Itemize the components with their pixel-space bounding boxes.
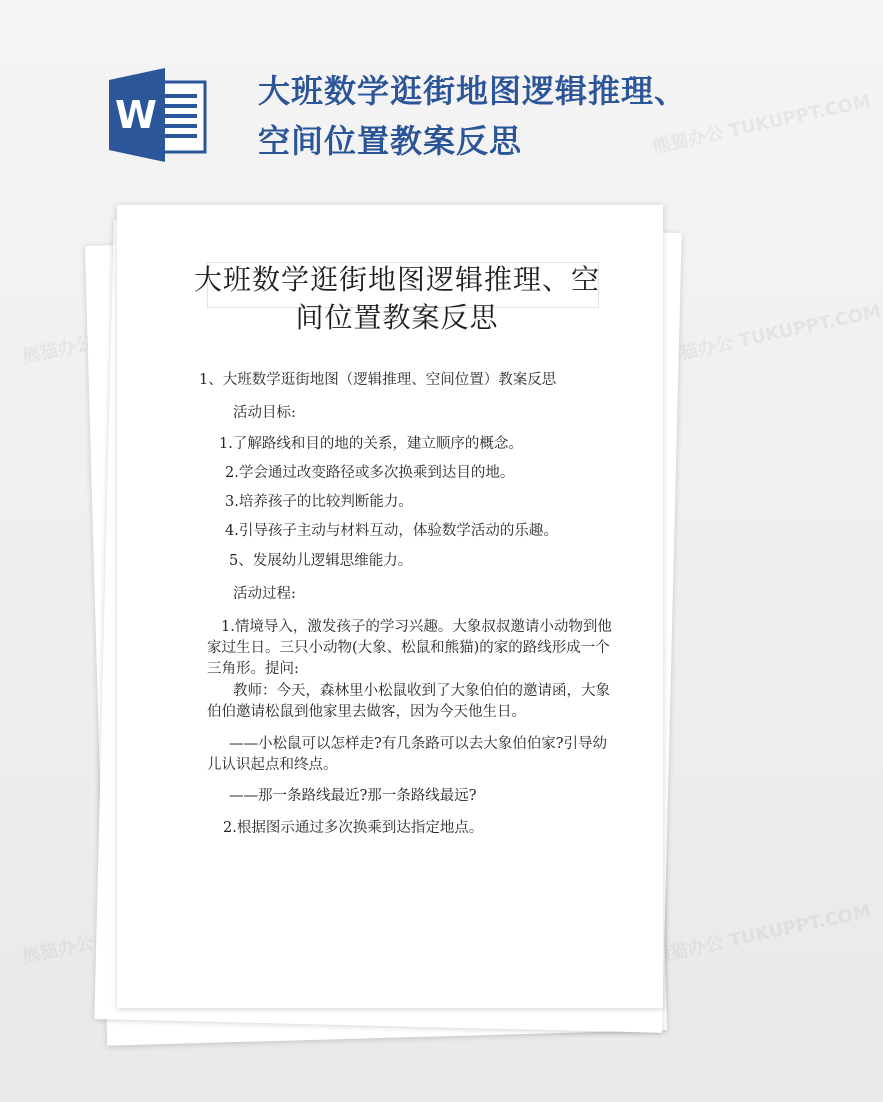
paragraph: 3.培养孩子的比较判断能力。: [225, 494, 413, 510]
paragraph: ——那一条路线最近?那一条路线最远?: [229, 788, 477, 804]
watermark: 熊猫办公 TUKUPPT.COM: [650, 901, 873, 968]
watermark: 熊猫办公 TUKUPPT.COM: [660, 301, 883, 368]
document-title-line-1: 大班数学逛街地图逻辑推理、空: [193, 263, 600, 296]
watermark: 熊猫办公: [20, 932, 96, 968]
paragraph: 2.根据图示通过多次换乘到达指定地点。: [223, 820, 484, 836]
paragraph: 活动目标:: [233, 405, 296, 421]
paragraph: 1、大班数学逛街地图（逻辑推理、空间位置）教案反思: [199, 372, 557, 388]
paragraph: ——小松鼠可以怎样走?有几条路可以去大象伯伯家?引导幼儿认识起点和终点。: [207, 736, 608, 773]
document-title: [177, 261, 617, 337]
paragraph: 2.学会通过改变路径或多次换乘到达目的地。: [225, 465, 515, 481]
document-page: [117, 205, 663, 1008]
page-title-line-1: 大班数学逛街地图逻辑推理、: [258, 72, 688, 110]
page-title: [258, 66, 758, 166]
paragraph: 4.引导孩子主动与材料互动，体验数学活动的乐趣。: [225, 523, 558, 539]
paragraph: 5、发展幼儿逻辑思维能力。: [229, 553, 413, 569]
watermark: 熊猫办公 TUKUPPT.COM: [650, 91, 873, 158]
watermark: 熊猫办公: [20, 332, 96, 368]
paragraph: 教师：今天，森林里小松鼠收到了大象伯伯的邀请函，大象伯伯邀请松鼠到他家里去做客，因为今天他生日。: [207, 683, 610, 720]
paragraph: 1.了解路线和目的地的关系，建立顺序的概念。: [219, 436, 523, 452]
paragraph: 活动过程:: [233, 586, 296, 602]
svg-text:W: W: [115, 93, 157, 137]
paragraph: 1.情境导入，激发孩子的学习兴趣。大象叔叔邀请小动物到他家过生日。三只小动物(大象、松鼠和熊猫)的家的路线形成一个三角形。提问:: [207, 619, 612, 677]
page-title-line-2: 空间位置教案反思: [258, 122, 523, 160]
document-title-line-2: 间位置教案反思: [295, 301, 499, 334]
word-document-icon: [109, 68, 209, 162]
